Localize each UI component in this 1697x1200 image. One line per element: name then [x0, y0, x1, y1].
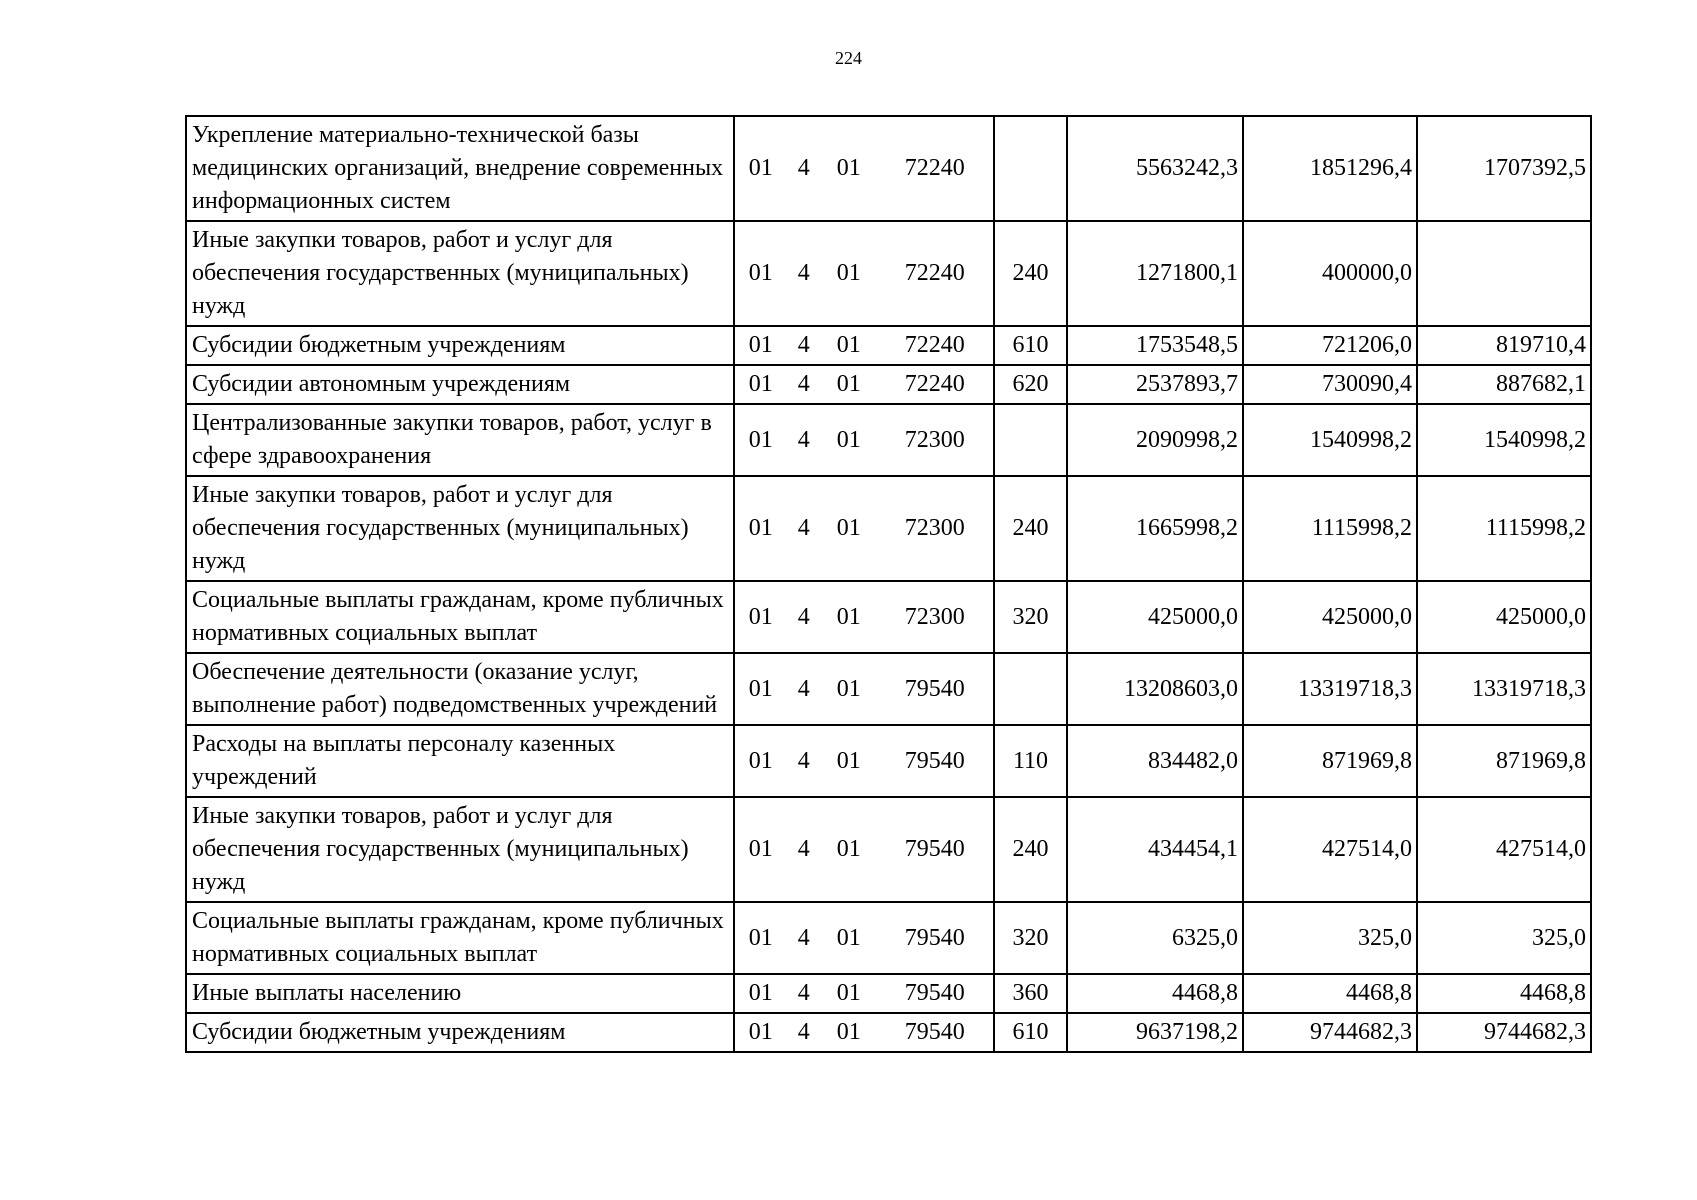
main-activity-code: 01 — [836, 980, 861, 1006]
program-code: 01 — [748, 155, 773, 181]
main-activity-code: 01 — [836, 603, 861, 630]
subprogram-code: 4 — [797, 747, 810, 774]
amount-year-1-cell: 834482,0 — [1067, 725, 1243, 797]
program-code: 01 — [748, 260, 773, 286]
expense-name-cell: Субсидии бюджетным учреждениям — [186, 326, 734, 365]
main-activity-code: 01 — [836, 371, 861, 397]
main-activity-code: 01 — [836, 1019, 861, 1045]
direction-code: 79540 — [904, 1019, 965, 1045]
target-article-code-cell — [734, 326, 994, 365]
target-article-code-cell — [734, 581, 994, 653]
main-activity-code: 01 — [836, 515, 861, 541]
direction-code: 72300 — [904, 603, 965, 630]
direction-code: 79540 — [904, 747, 965, 774]
subprogram-code: 4 — [797, 980, 810, 1006]
direction-code: 72240 — [904, 332, 965, 358]
target-article-code-cell — [734, 404, 994, 476]
amount-year-2-cell: 730090,4 — [1243, 365, 1417, 404]
target-article-code-cell — [734, 476, 994, 581]
direction-code: 79540 — [904, 924, 965, 951]
budget-table-body — [186, 116, 1591, 1052]
table-row — [186, 653, 1591, 725]
expense-type-cell: 610 — [994, 1013, 1067, 1052]
target-article-code-cell — [734, 116, 994, 221]
amount-year-3-cell: 9744682,3 — [1417, 1013, 1591, 1052]
amount-year-2-cell: 13319718,3 — [1243, 653, 1417, 725]
main-activity-code: 01 — [836, 426, 861, 453]
main-activity-code: 01 — [836, 332, 861, 358]
target-article-code-cell — [734, 902, 994, 974]
table-row — [186, 581, 1591, 653]
table-row — [186, 476, 1591, 581]
subprogram-code: 4 — [797, 426, 810, 453]
direction-code: 72240 — [904, 260, 965, 286]
expense-type-cell: 320 — [994, 581, 1067, 653]
table-row — [186, 1013, 1591, 1052]
amount-year-3-cell: 13319718,3 — [1417, 653, 1591, 725]
amount-year-1-cell: 2090998,2 — [1067, 404, 1243, 476]
amount-year-1-cell: 434454,1 — [1067, 797, 1243, 902]
expense-name-cell: Иные закупки товаров, работ и услуг для обеспечения государственных (муниципальных) нужд — [186, 476, 734, 581]
program-code: 01 — [748, 1019, 773, 1045]
table-row — [186, 902, 1591, 974]
amount-year-1-cell: 2537893,7 — [1067, 365, 1243, 404]
expense-type-cell — [994, 653, 1067, 725]
program-code: 01 — [748, 603, 773, 630]
subprogram-code: 4 — [797, 260, 810, 286]
subprogram-code: 4 — [797, 924, 810, 951]
amount-year-3-cell — [1417, 221, 1591, 326]
main-activity-code: 01 — [836, 924, 861, 951]
expense-name-cell: Иные закупки товаров, работ и услуг для обеспечения государственных (муниципальных) нужд — [186, 221, 734, 326]
table-row — [186, 404, 1591, 476]
program-code: 01 — [748, 426, 773, 453]
expense-name-cell: Субсидии бюджетным учреждениям — [186, 1013, 734, 1052]
subprogram-code: 4 — [797, 1019, 810, 1045]
amount-year-1-cell: 9637198,2 — [1067, 1013, 1243, 1052]
subprogram-code: 4 — [797, 332, 810, 358]
expense-name-cell: Субсидии автономным учреждениям — [186, 365, 734, 404]
table-row — [186, 221, 1591, 326]
table-row — [186, 365, 1591, 404]
table-row — [186, 116, 1591, 221]
expense-name-cell: Укрепление материально-технической базы медицинских организаций, внедрение современных информационных систем — [186, 116, 734, 221]
target-article-code-cell — [734, 653, 994, 725]
amount-year-1-cell: 13208603,0 — [1067, 653, 1243, 725]
main-activity-code: 01 — [836, 155, 861, 181]
program-code: 01 — [748, 515, 773, 541]
amount-year-1-cell: 1753548,5 — [1067, 326, 1243, 365]
expense-type-cell: 360 — [994, 974, 1067, 1013]
direction-code: 72300 — [904, 426, 965, 453]
table-row — [186, 326, 1591, 365]
direction-code: 79540 — [904, 980, 965, 1006]
expense-type-cell: 320 — [994, 902, 1067, 974]
target-article-code-cell — [734, 974, 994, 1013]
program-code: 01 — [748, 836, 773, 862]
expense-name-cell: Иные закупки товаров, работ и услуг для обеспечения государственных (муниципальных) нужд — [186, 797, 734, 902]
program-code: 01 — [748, 371, 773, 397]
subprogram-code: 4 — [797, 155, 810, 181]
amount-year-2-cell: 721206,0 — [1243, 326, 1417, 365]
expense-type-cell: 240 — [994, 797, 1067, 902]
expense-type-cell: 240 — [994, 476, 1067, 581]
amount-year-1-cell: 4468,8 — [1067, 974, 1243, 1013]
amount-year-3-cell: 819710,4 — [1417, 326, 1591, 365]
amount-year-1-cell: 1665998,2 — [1067, 476, 1243, 581]
program-code: 01 — [748, 924, 773, 951]
table-row — [186, 974, 1591, 1013]
amount-year-2-cell: 425000,0 — [1243, 581, 1417, 653]
expense-name-cell: Расходы на выплаты персоналу казенных учреждений — [186, 725, 734, 797]
target-article-code-cell — [734, 221, 994, 326]
target-article-code-cell — [734, 725, 994, 797]
amount-year-3-cell: 871969,8 — [1417, 725, 1591, 797]
subprogram-code: 4 — [797, 371, 810, 397]
amount-year-3-cell: 887682,1 — [1417, 365, 1591, 404]
direction-code: 72300 — [904, 515, 965, 541]
target-article-code-cell — [734, 1013, 994, 1052]
main-activity-code: 01 — [836, 747, 861, 774]
amount-year-2-cell: 1115998,2 — [1243, 476, 1417, 581]
direction-code: 79540 — [904, 836, 965, 862]
expense-name-cell: Социальные выплаты гражданам, кроме публичных нормативных социальных выплат — [186, 902, 734, 974]
amount-year-2-cell: 4468,8 — [1243, 974, 1417, 1013]
direction-code: 72240 — [904, 371, 965, 397]
main-activity-code: 01 — [836, 836, 861, 862]
amount-year-3-cell: 425000,0 — [1417, 581, 1591, 653]
expense-type-cell — [994, 116, 1067, 221]
amount-year-1-cell: 5563242,3 — [1067, 116, 1243, 221]
amount-year-2-cell: 400000,0 — [1243, 221, 1417, 326]
amount-year-2-cell: 871969,8 — [1243, 725, 1417, 797]
expense-type-cell — [994, 404, 1067, 476]
subprogram-code: 4 — [797, 603, 810, 630]
target-article-code-cell — [734, 365, 994, 404]
amount-year-2-cell: 9744682,3 — [1243, 1013, 1417, 1052]
amount-year-3-cell: 4468,8 — [1417, 974, 1591, 1013]
amount-year-3-cell: 1540998,2 — [1417, 404, 1591, 476]
subprogram-code: 4 — [797, 675, 810, 702]
page-number: 224 — [835, 48, 862, 68]
main-activity-code: 01 — [836, 260, 861, 286]
amount-year-1-cell: 1271800,1 — [1067, 221, 1243, 326]
amount-year-2-cell: 325,0 — [1243, 902, 1417, 974]
expense-name-cell: Иные выплаты населению — [186, 974, 734, 1013]
amount-year-1-cell: 425000,0 — [1067, 581, 1243, 653]
program-code: 01 — [748, 675, 773, 702]
amount-year-2-cell: 1540998,2 — [1243, 404, 1417, 476]
amount-year-2-cell: 427514,0 — [1243, 797, 1417, 902]
amount-year-3-cell: 325,0 — [1417, 902, 1591, 974]
expense-type-cell: 110 — [994, 725, 1067, 797]
main-activity-code: 01 — [836, 675, 861, 702]
expense-type-cell: 240 — [994, 221, 1067, 326]
direction-code: 72240 — [904, 155, 965, 181]
expense-name-cell: Централизованные закупки товаров, работ, услуг в сфере здравоохранения — [186, 404, 734, 476]
amount-year-2-cell: 1851296,4 — [1243, 116, 1417, 221]
amount-year-3-cell: 1707392,5 — [1417, 116, 1591, 221]
program-code: 01 — [748, 332, 773, 358]
target-article-code-cell — [734, 797, 994, 902]
subprogram-code: 4 — [797, 836, 810, 862]
amount-year-3-cell: 1115998,2 — [1417, 476, 1591, 581]
program-code: 01 — [748, 980, 773, 1006]
table-row — [186, 797, 1591, 902]
amount-year-3-cell: 427514,0 — [1417, 797, 1591, 902]
subprogram-code: 4 — [797, 515, 810, 541]
expense-type-cell: 610 — [994, 326, 1067, 365]
expense-name-cell: Обеспечение деятельности (оказание услуг, выполнение работ) подведомственных учреждений — [186, 653, 734, 725]
amount-year-1-cell: 6325,0 — [1067, 902, 1243, 974]
expense-type-cell: 620 — [994, 365, 1067, 404]
direction-code: 79540 — [904, 675, 965, 702]
budget-table — [185, 115, 1592, 1053]
expense-name-cell: Социальные выплаты гражданам, кроме публичных нормативных социальных выплат — [186, 581, 734, 653]
program-code: 01 — [748, 747, 773, 774]
table-row — [186, 725, 1591, 797]
